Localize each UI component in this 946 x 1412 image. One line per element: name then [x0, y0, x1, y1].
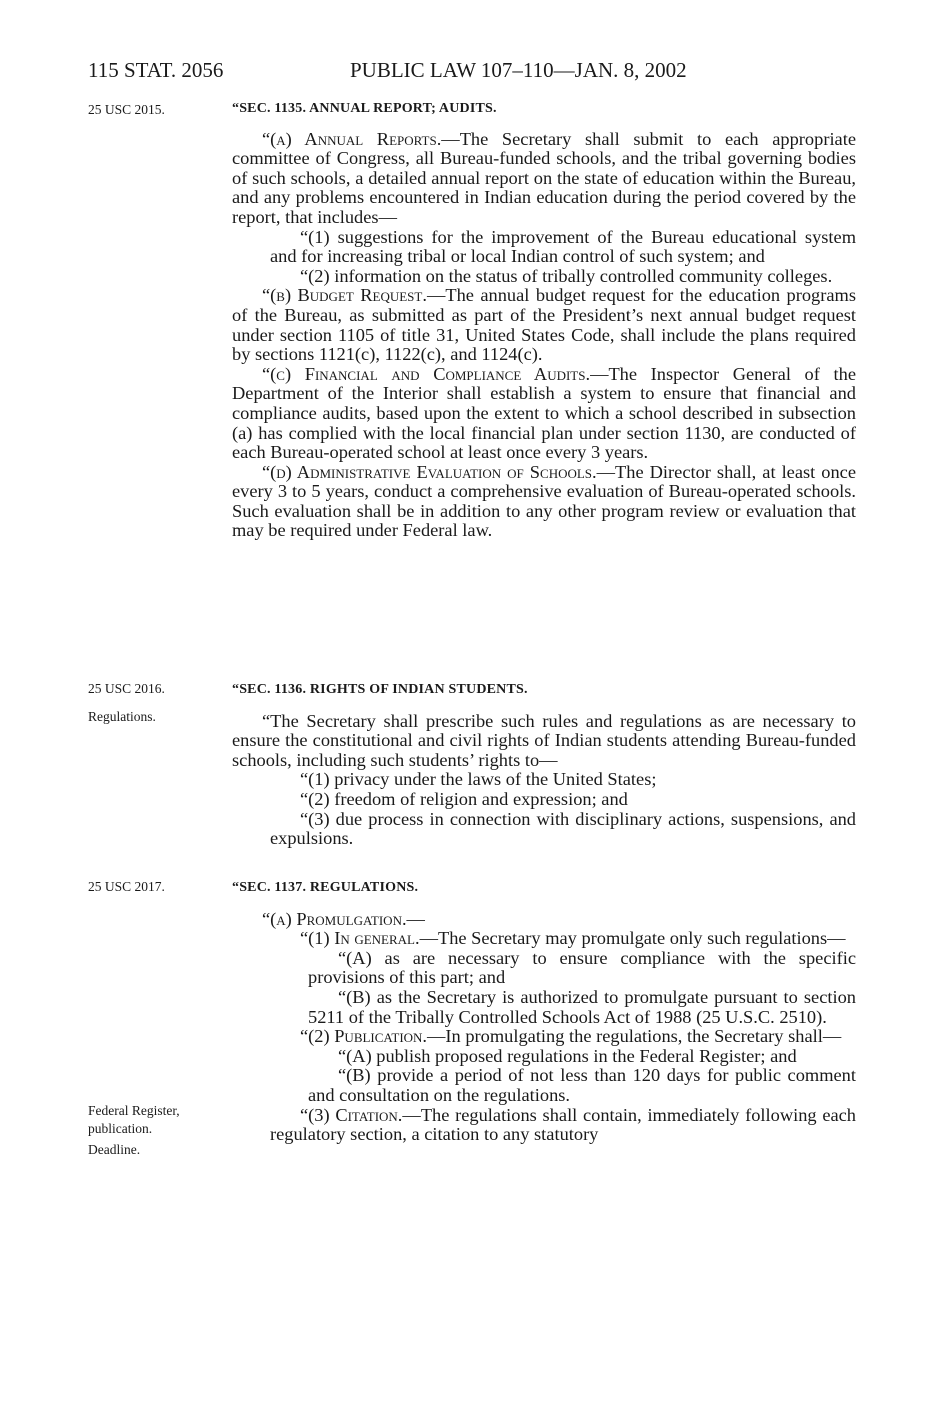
- paragraph-a2-publication: [232, 1027, 856, 1047]
- margin-note-deadline: Deadline.: [88, 1142, 141, 1157]
- paragraph-a1: “(1) suggestions for the improvement of the Bureau educational system and for increasing tribal or local Indian control of such system; and: [270, 226, 856, 267]
- paragraph-1: “(1) privacy under the laws of the United States;: [300, 769, 657, 790]
- clause-a2B: “(B) provide a period of not less than 120 days for public comment and consultation on the regulations.: [308, 1065, 856, 1105]
- statute-page-number: 115 STAT. 2056: [88, 58, 224, 82]
- margin-note-usc-2016: 25 USC 2016.: [88, 681, 165, 696]
- paragraph-title: “(3) Citation.: [300, 1104, 403, 1125]
- subsection-a-promulgation: [232, 910, 856, 930]
- section-heading: “SEC. 1137. REGULATIONS.: [232, 880, 419, 895]
- margin-note-federal-register: Federal Register, publication.: [88, 1103, 180, 1136]
- clause-a1A: “(A) as are necessary to ensure compliance with the specific provisions of this part; and: [308, 947, 856, 988]
- paragraph-a1-in-general: [232, 929, 856, 949]
- section-1136: [232, 680, 856, 849]
- subsection-title: “(c) Financial and Compliance Audits.: [262, 363, 591, 384]
- paragraph-text: —The regulations shall contain, immediately following each regulatory section, a citation to any statutory: [270, 1104, 857, 1145]
- margin-note-usc-2017: 25 USC 2017.: [88, 879, 165, 894]
- subsection-title: “(d) Administrative Evaluation of Schools.: [262, 461, 597, 482]
- subsection-title: “(b) Budget Request.: [262, 285, 427, 306]
- clause-a1B: “(B) as the Secretary is authorized to promulgate pursuant to section 5211 of the Tribally Controlled Schools Act of 1988 (25 U.S.C. 2510).: [308, 986, 856, 1027]
- section-intro: “The Secretary shall prescribe such rules and regulations as are necessary to ensure the constitutional and civil rights of Indian students attending Bureau-funded schools, including such students’ rights to—: [232, 710, 856, 770]
- paragraph-text: —The Secretary may promulgate only such regulations—: [419, 928, 846, 949]
- paragraph-title: “(2) Publication.: [300, 1026, 428, 1047]
- margin-note-usc-2015: 25 USC 2015.: [88, 102, 165, 117]
- paragraph-2: “(2) freedom of religion and expression; and: [300, 788, 628, 809]
- subsection-text: —The Inspector General of the Department of the Interior shall establish a system to ensure that financial and compliance audits, based upon the extent to which a school described in subsection (a) has complied with the local financial plan under section 1130, are conducted of each Bureau-operated school at least once every 3 years.: [232, 363, 856, 463]
- section-1135: [232, 99, 856, 541]
- paragraph-3: “(3) due process in connection with disciplinary actions, suspensions, and expulsions.: [270, 808, 856, 849]
- subsection-b-budget-request: [232, 286, 856, 364]
- paragraph-a3-citation: [232, 1106, 856, 1145]
- paragraph-a2: “(2) information on the status of tribally controlled community colleges.: [300, 265, 833, 286]
- subsection-c-audits: [232, 365, 856, 463]
- subsection-text: —The annual budget request for the education programs of the Bureau, as submitted as part of the President’s next annual budget request under section 1105 of title 31, United States Code, shall include the plans required by sections 1121(c), 1122(c), and 1124(c).: [232, 285, 856, 365]
- subsection-d-evaluation: [232, 463, 856, 541]
- section-heading: “SEC. 1135. ANNUAL REPORT; AUDITS.: [232, 101, 497, 116]
- section-1137: [232, 878, 856, 1145]
- margin-note-regulations: Regulations.: [88, 709, 156, 724]
- subsection-text: —The Secretary shall submit to each appropriate committee of Congress, all Bureau-funded schools, and the tribal governing bodies of such schools, a detailed annual report on the state of education within the Bureau, and any problems encountered in Indian education during the period covered by the report, that includes—: [232, 128, 856, 227]
- public-law-title: PUBLIC LAW 107–110—JAN. 8, 2002: [350, 58, 687, 82]
- subsection-title: “(a) Annual Reports.: [262, 128, 442, 149]
- subsection-title: “(a) Promulgation.—: [262, 908, 425, 929]
- subsection-text: —The Director shall, at least once every 3 to 5 years, conduct a comprehensive evaluation of Bureau-operated schools. Such evaluation shall be in addition to any other program review or evaluation that may be required under Federal law.: [232, 461, 857, 541]
- subsection-a-annual-reports: [232, 130, 856, 228]
- clause-a2A: “(A) publish proposed regulations in the Federal Register; and: [338, 1045, 797, 1066]
- section-heading: “SEC. 1136. RIGHTS OF INDIAN STUDENTS.: [232, 682, 528, 697]
- paragraph-text: —In promulgating the regulations, the Secretary shall—: [427, 1026, 842, 1047]
- paragraph-title: “(1) In general.: [300, 928, 420, 949]
